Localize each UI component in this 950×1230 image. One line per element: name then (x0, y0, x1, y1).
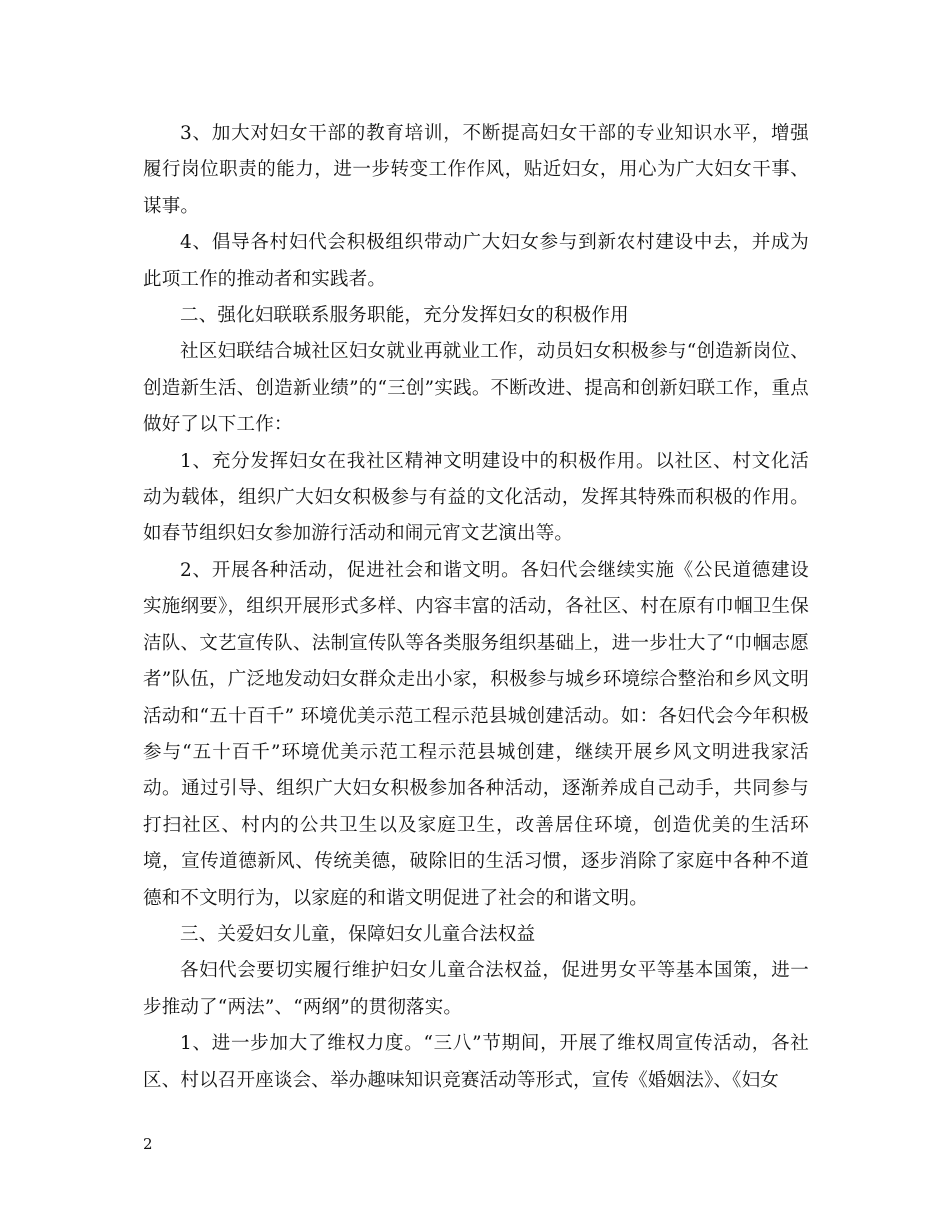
paragraph-item-3: 3、加大对妇女干部的教育培训，不断提高妇女干部的专业知识水平，增强履行岗位职责的能力，进一步转变工作作风，贴近妇女，用心为广大妇女干事、谋事。 (143, 123, 809, 217)
paragraph-rights-point-1: 1、进一步加大了维权力度。“三八”节期间，开展了维权周宣传活动，各社区、村以召开座谈会、举办趣味知识竞赛活动等形式，宣传《婚姻法》、《妇女 (143, 1033, 809, 1091)
document-body (143, 116, 809, 1099)
paragraph-point-2: 2、开展各种活动，促进社会和谐文明。各妇代会继续实施《公民道德建设实施纲要》，组织开展形式多样、内容丰富的活动，各社区、村在原有巾帼卫生保洁队、文艺宣传队、法制宣传队等各类服务组织基础上，进一步壮大了“巾帼志愿者”队伍，广泛地发动妇女群众走出小家，积极参与城乡环境综合整治和乡风文明活动和“五十百千” 环境优美示范工程示范县城创建活动。如：各妇代会今年积极参与“五十百千”环境优美示范工程示范县城创建，继续开展乡风文明进我家活动。通过引导、组织广大妇女积极参加各种活动，逐渐养成自己动手，共同参与打扫社区、村内的公共卫生以及家庭卫生，改善居住环境，创造优美的生活环境，宣传道德新风、传统美德，破除旧的生活习惯，逐步消除了家庭中各种不道德和不文明行为，以家庭的和谐文明促进了社会的和谐文明。 (143, 559, 809, 909)
paragraph-intro: 社区妇联结合城社区妇女就业再就业工作，动员妇女积极参与“创造新岗位、创造新生活、创造新业绩”的“三创”实践。不断改进、提高和创新妇联工作，重点做好了以下工作： (143, 341, 809, 436)
paragraph-item-4: 4、倡导各村妇代会积极组织带动广大妇女参与到新农村建设中去，并成为此项工作的推动者和实践者。 (143, 232, 809, 290)
section-heading-3: 三、关爱妇女儿童，保障妇女儿童合法权益 (180, 923, 536, 945)
section-heading-2: 二、强化妇联联系服务职能，充分发挥妇女的积极作用 (180, 305, 629, 327)
paragraph-rights: 各妇代会要切实履行维护妇女儿童合法权益，促进男女平等基本国策，进一步推动了“两法”、“两纲”的贯彻落实。 (143, 960, 809, 1018)
paragraph-point-1: 1、充分发挥妇女在我社区精神文明建设中的积极作用。以社区、村文化活动为载体，组织广大妇女积极参与有益的文化活动，发挥其特殊而积极的作用。如春节组织妇女参加游行活动和闹元宵文艺演出等。 (143, 450, 809, 545)
page-number: 2 (143, 1135, 153, 1153)
